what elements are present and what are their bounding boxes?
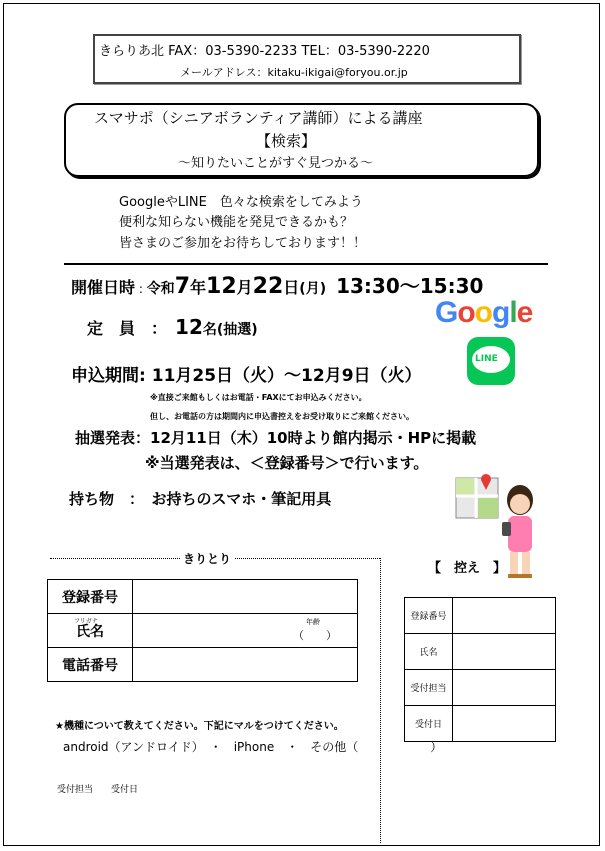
google-letter: o [474, 296, 492, 329]
course-topic: 【検索】 [256, 132, 317, 150]
intro-line: GoogleやLINE 色々な検索をしてみよう [119, 195, 363, 210]
divider [64, 263, 548, 265]
form-footer: 受付担当 受付日 [57, 785, 139, 795]
stub-row [405, 670, 556, 706]
contact-email: メールアドレス：kitaku-ikigai@foryou.or.jp [180, 66, 408, 79]
lottery-note: ※当選発表は、＜登録番号＞で行います。 [145, 454, 429, 472]
contact-name-fax-tel: きらりあ北 FAX：03-5390-2233 TEL：03-5390-2220 [99, 44, 430, 59]
event-date: 開催日時 : 令和7年12月22日(月) 13:30～15:30 [71, 274, 484, 299]
capacity-suffix: 名(抽選) [202, 322, 258, 338]
form-row [48, 648, 358, 682]
google-logo [435, 296, 532, 330]
registration-number-field[interactable] [133, 580, 358, 614]
course-title: スマサポ（シニアボランティア講師）による講座 [94, 109, 423, 127]
model-options[interactable]: android（アンドロイド） ・ iPhone ・ その他（ ） [63, 740, 443, 754]
google-letter: l [509, 296, 517, 329]
period-label: 申込期間: [71, 366, 146, 386]
model-question: ★機種について教えてください。下記にマルをつけてください。 [55, 721, 344, 732]
form-label: 氏名 [76, 623, 104, 640]
form-label: 電話番号 [48, 648, 133, 682]
name-field[interactable] [133, 614, 358, 648]
form-row [48, 614, 358, 648]
date-year: 7 [174, 274, 190, 299]
phone-field[interactable] [133, 648, 358, 682]
period-value: 11月25日（火）～12月9日（火） [151, 366, 422, 386]
age-label: 年齢 [306, 618, 320, 626]
capacity: 定 員 ： 12名(抽選) [87, 315, 258, 339]
stub-label: 受付日 [405, 706, 453, 742]
date-label: 開催日時 [71, 278, 136, 297]
stub-label: 氏名 [405, 634, 453, 670]
intro-line: 便利な知らない機能を発見できるかも？ [119, 215, 354, 230]
furigana-label: フリガナ [74, 618, 98, 625]
date-era: 令和 [146, 281, 175, 297]
cut-line-vertical [380, 558, 381, 843]
google-letter: G [435, 296, 458, 329]
note-line: 但し、お電話の方は期間内に申込書控えをお受け取りにご来館ください。 [150, 412, 414, 421]
capacity-number: 12 [175, 315, 203, 339]
line-logo-text: LINE [475, 354, 498, 364]
stub-value[interactable] [453, 598, 556, 634]
application-form [47, 579, 358, 682]
receipt-stub [404, 597, 556, 742]
stub-value[interactable] [453, 706, 556, 742]
date-month: 12 [206, 274, 237, 299]
form-label: 登録番号 [48, 580, 133, 614]
stub-row [405, 598, 556, 634]
line-app-icon [467, 337, 515, 385]
stub-title: 【 控え 】 [428, 561, 507, 576]
items-to-bring: 持ち物 ： お持ちのスマホ・筆記用具 [69, 490, 332, 508]
course-subtitle: ～知りたいことがすぐ見つかる～ [178, 156, 374, 171]
intro-line: 皆さまのご参加をお待ちしております！！ [119, 236, 367, 251]
age-field[interactable]: （ ） [293, 629, 337, 642]
stub-value[interactable] [453, 634, 556, 670]
cut-label: きりとり [180, 550, 234, 567]
stub-label: 受付担当 [405, 670, 453, 706]
stub-value[interactable] [453, 670, 556, 706]
event-time: 13:30～15:30 [336, 274, 484, 298]
date-day: 22 [252, 274, 284, 299]
note-line: ※直接ご来館もしくはお電話・FAXにてお申込みください。 [150, 393, 367, 402]
stub-row [405, 634, 556, 670]
google-letter: e [516, 296, 533, 329]
google-letter: o [457, 296, 475, 329]
stub-row [405, 706, 556, 742]
stub-label: 登録番号 [405, 598, 453, 634]
lottery-announcement: 抽選発表：12月11日（木）10時より館内掲示・HPに掲載 [75, 429, 477, 447]
date-weekday: (月) [299, 281, 327, 297]
course-title-box [64, 103, 539, 177]
form-row [48, 580, 358, 614]
contact-box [93, 34, 521, 84]
capacity-label: 定 員 [87, 319, 136, 338]
application-period [71, 361, 422, 386]
google-letter: g [492, 296, 510, 329]
